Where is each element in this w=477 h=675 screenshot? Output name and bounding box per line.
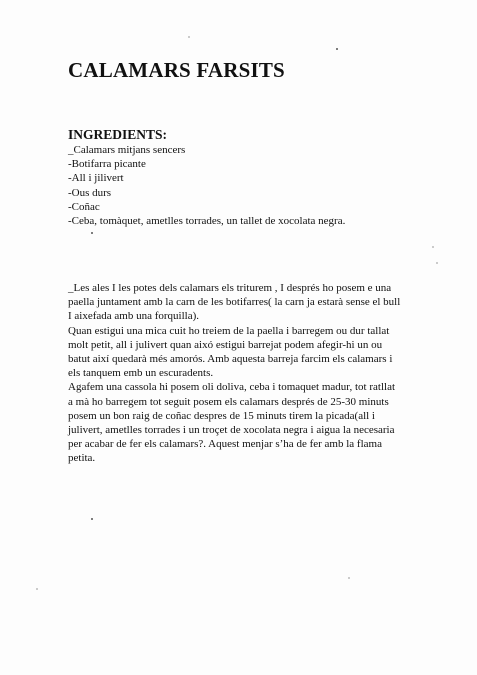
instruction-line: per acabar de fer els calamars?. Aquest menjar s’ha de fer amb la flama [68,438,382,451]
ingredient-item: _Calamars mitjans sencers [68,144,186,156]
ingredient-item: -Botifarra picante [68,158,146,171]
instruction-line: paella juntament amb la carn de les botifarres( la carn ja estarà sense el bull [68,296,401,309]
scan-speck [188,36,190,38]
scan-speck [36,588,38,590]
scan-speck [91,518,93,520]
scan-speck [348,577,350,579]
ingredient-item: -Ous durs [68,186,112,199]
instruction-line: batut així quedarà més amorós. Amb aquesta barreja farcim els calamars i [68,353,393,366]
recipe-title: CALAMARS FARSITS [68,58,285,82]
scan-speck [91,232,93,234]
ingredient-item: -Coñac [68,200,100,213]
instruction-line: molt petit, all i julivert quan aixó estigui barrejat podem afegir-hi un ou [68,338,383,351]
instruction-line: Agafem una cassola hi posem oli doliva, ceba i tomaquet madur, tot ratllat [68,381,396,394]
recipe-instructions [68,281,413,466]
instruction-line: posem un bon raig de coñac despres de 15 minuts tirem la picada(all i [68,409,375,422]
ingredients-heading: INGREDIENTS: [68,127,168,142]
instruction-line: petita. [68,452,96,465]
scan-speck [432,246,434,248]
instruction-line: _Les ales I les potes dels calamars els triturem , I després ho posem e una [68,282,392,294]
instruction-line: els tanquem emb un escuradents. [68,367,214,380]
scan-speck [336,48,338,50]
instruction-line: julivert, ametlles torrades i un troçet de xocolata negra i aigua la necesaria [68,424,395,437]
instruction-line: a mà ho barregem tot seguit posem els calamars després de 25-30 minuts [68,395,389,408]
ingredient-item: -Ceba, tomàquet, ametlles torrades, un tallet de xocolata negra. [68,215,346,228]
ingredients-list [68,143,345,228]
instruction-line: I aixefada amb una forquilla). [68,310,200,323]
scan-speck [436,262,438,264]
ingredient-item: -All i jilivert [68,172,124,185]
instruction-line: Quan estigui una mica cuit ho treiem de la paella i barregem ou dur tallat [68,324,390,337]
